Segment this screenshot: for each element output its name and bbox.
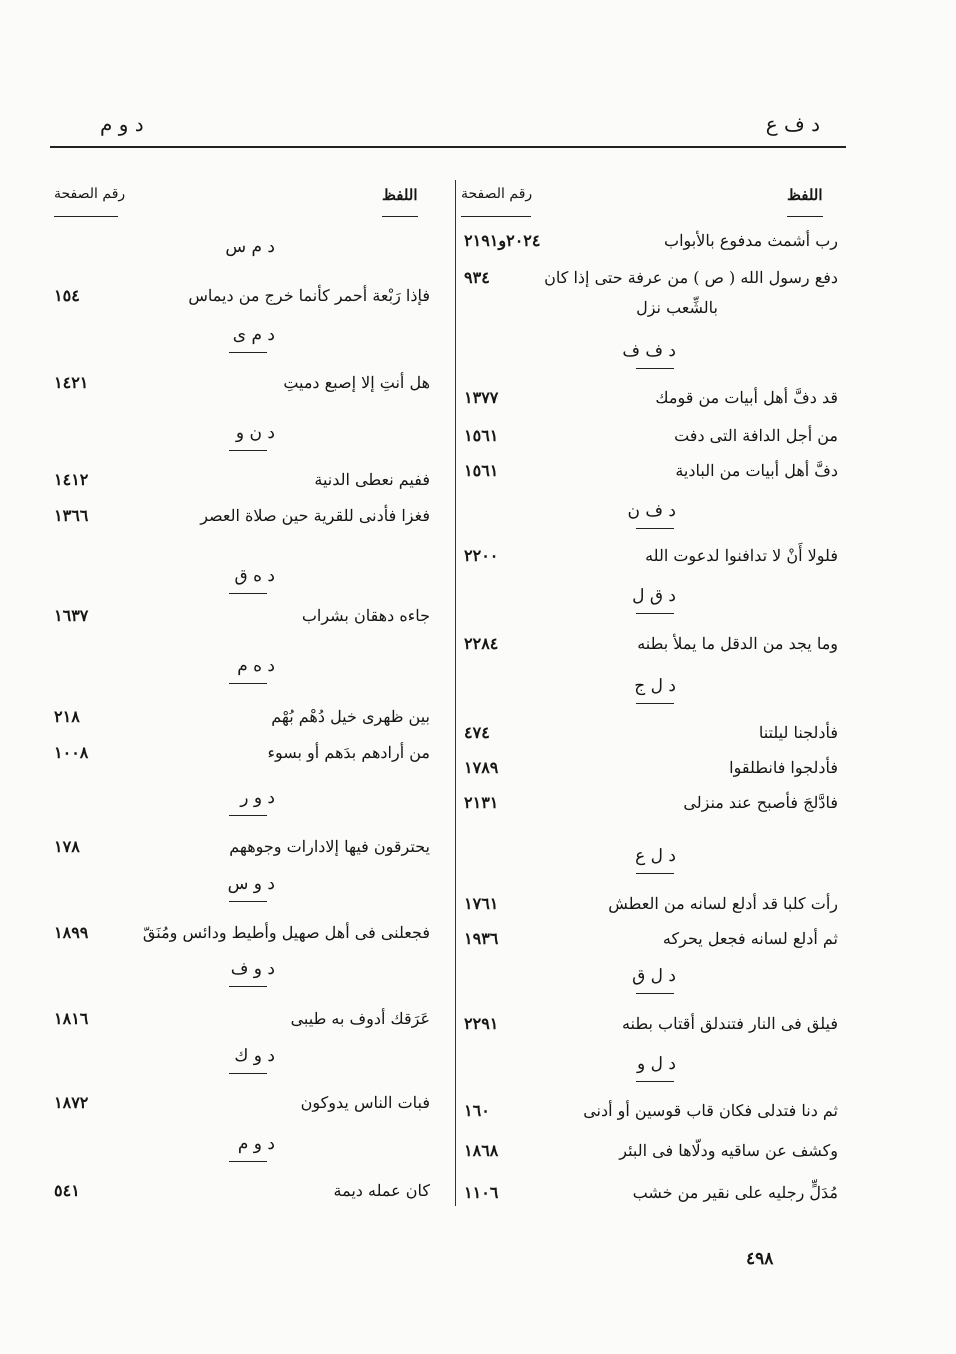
entry-page: ١٧٦١ [464,894,499,913]
left-page-heading-underline [54,216,118,217]
list-item [456,1182,956,1212]
list-item [456,928,956,958]
root-underline [229,450,267,451]
entry-word: ففيم نعطى الدنية [314,470,430,489]
list-item [456,460,956,490]
root-letters: د م ى [232,325,275,345]
entry-word: وكشف عن ساقيه ودلّاها فى البئر [619,1141,838,1160]
entry-page: ١٤١٢ [54,470,89,489]
root-underline [229,815,267,816]
entry-word: رأت كلبا قد أدلع لسانه من العطش [608,894,838,913]
root-underline [229,683,267,684]
entry-page: ٩٣٤ [464,268,490,287]
list-item [0,742,455,772]
right-page-heading: رقم الصفحة [461,186,533,202]
root-underline [636,528,674,529]
root-heading [0,787,455,817]
root-underline [229,352,267,353]
root-heading [0,1133,455,1163]
root-letters: د ل و [637,1054,676,1074]
entry-word: رب أشمث مدفوع بالأبواب [664,231,838,250]
root-heading [0,565,455,595]
root-letters: د و ك [234,1046,275,1066]
list-item [456,230,956,260]
entry-page: ١٧٨ [54,837,80,856]
list-item [0,605,455,635]
entry-page: ٢١٣١ [464,793,499,812]
entry-word: فأدلجنا ليلتنا [758,723,838,742]
root-underline [636,993,674,994]
list-item [0,285,455,315]
entry-page: ١٨٦٨ [464,1141,499,1160]
list-item [0,1008,455,1038]
root-letters: د ه ق [234,566,275,586]
list-item [0,922,455,952]
entry-page: ٢٢٩١ [464,1014,499,1033]
left-word-heading: اللفظ [382,186,418,204]
root-letters: د و ف [230,959,275,979]
root-letters: د و م [237,1134,275,1154]
entry-word: جاءه دهقان بشراب [301,606,430,625]
root-letters: د ل ق [632,966,676,986]
root-letters: د ل ع [635,846,676,866]
page-number: ٤٩٨ [746,1249,774,1269]
entry-word: وما يجد من الدقل ما يملأ بطنه [637,634,838,653]
list-item [0,1180,455,1210]
root-heading [0,236,455,266]
root-letters: د ل ج [634,676,676,696]
entry-word: قد دفَّ أهل أبيات من قومك [655,388,838,407]
root-letters: د ف ن [627,501,676,521]
root-letters: د و ر [240,788,275,808]
root-letters: د ق ل [632,586,676,606]
left-page-heading: رقم الصفحة [54,186,126,202]
list-item [0,505,455,535]
list-item [456,1013,956,1043]
root-underline [229,1161,267,1162]
list-item [456,792,956,822]
root-heading [0,1045,455,1075]
root-underline [636,703,674,704]
list-item [456,545,956,575]
list-item [0,372,455,402]
list-item [456,757,956,787]
entry-page: ١٩٣٦ [464,929,499,948]
root-heading [456,500,956,530]
entry-page: ٢٠٢٤و٢١٩١ [464,231,541,250]
entry-page: ١٣٦٦ [54,506,89,525]
entry-word: فادَّلجَ فأصبح عند منزلى [683,793,838,812]
root-heading [0,422,455,452]
root-underline [636,873,674,874]
entry-word: ثم أدلع لسانه فجعل يحركه [662,929,838,948]
root-letters: د م س [225,237,275,257]
entry-word: فبات الناس يدوكون [300,1093,430,1112]
entry-page: ١٣٧٧ [464,388,499,407]
entry-page: ١٧٨٩ [464,758,499,777]
entry-word-continued: بالشِّعب نزل [636,298,718,317]
entry-page: ٢٢٨٤ [464,634,499,653]
list-item [456,722,956,752]
right-word-heading: اللفظ [787,186,823,204]
entry-word: من أرادهم بدَهم أو بسوء [267,743,430,762]
entry-page: ٢٢٠٠ [464,546,499,565]
entry-page: ١١٠٦ [464,1183,499,1202]
list-item [456,267,956,327]
list-item [0,836,455,866]
root-heading [0,873,455,903]
root-letters: د و س [227,874,275,894]
root-underline [229,986,267,987]
running-head-left: د و م [100,112,144,136]
entry-word: فلولا أَنْ لا تدافنوا لدعوت الله [645,546,838,565]
entry-page: ١٨٧٢ [54,1093,89,1112]
list-item [456,893,956,923]
list-item [0,469,455,499]
root-heading [456,1053,956,1083]
entry-page: ١٥٤ [54,286,80,305]
root-heading [456,585,956,615]
root-heading [456,675,956,705]
entry-page: ٢١٨ [54,707,80,726]
entry-page: ١٦٠ [464,1101,490,1120]
root-heading [456,845,956,875]
list-item [456,1100,956,1130]
root-letters: د ه م [237,656,275,676]
entry-word: من أجل الدافة التى دفت [674,426,838,445]
root-underline [229,1073,267,1074]
left-word-heading-underline [382,216,418,217]
entry-page: ١٥٦١ [464,426,499,445]
entry-page: ١٦٣٧ [54,606,89,625]
entry-word: مُدَلٍّ رجليه على نقير من خشب [632,1183,838,1202]
root-underline [636,1081,674,1082]
list-item [456,425,956,455]
entry-word: فجعلنى فى أهل صهيل وأطيط ودائس ومُنَقّ [142,923,430,942]
root-letters: د ف ف [622,341,676,361]
root-underline [229,593,267,594]
root-underline [636,613,674,614]
entry-word: دفَّ أهل أبيات من البادية [675,461,838,480]
entry-page: ١٨٩٩ [54,923,89,942]
entry-word: هل أنتِ إلا إصبع دميتِ [283,373,430,392]
entry-word: يحترقون فيها إلادارات وجوههم [229,837,430,856]
running-head-right: د ف ع [765,112,820,136]
entry-page: ١٨١٦ [54,1009,89,1028]
right-word-heading-underline [787,216,823,217]
root-heading [456,340,956,370]
entry-word: فيلق فى النار فتندلق أقتاب بطنه [621,1014,838,1033]
right-page-heading-underline [461,216,531,217]
list-item [0,1092,455,1122]
entry-page: ١٤٢١ [54,373,89,392]
entry-word: كان عمله ديمة [333,1181,430,1200]
root-underline [229,901,267,902]
entry-word: عَرَقك أدوف به طيبى [290,1009,430,1028]
root-letters: د ن و [235,423,275,443]
root-underline [636,368,674,369]
entry-page: ١٥٦١ [464,461,499,480]
entry-word: ثم دنا فتدلى فكان قاب قوسين أو أدنى [583,1101,838,1120]
entry-word: فأدلجوا فانطلقوا [729,758,838,777]
root-heading [0,655,455,685]
list-item [456,387,956,417]
entry-word: فإذا رَبْعة أحمر كأنما خرج من ديماس [188,286,430,305]
entry-word: دفع رسول الله ( ص ) من عرفة حتى إذا كان [544,268,838,287]
entry-page: ١٠٠٨ [54,743,89,762]
list-item [456,1140,956,1170]
root-heading [456,965,956,995]
header-rule [50,146,846,148]
entry-word: فغزا فأدنى للقرية حين صلاة العصر [200,506,430,525]
entry-page: ٤٧٤ [464,723,490,742]
entry-word: بين ظهرى خيل دُهْم بُهْم [271,707,430,726]
entry-page: ٥٤١ [54,1181,80,1200]
root-heading [0,324,455,354]
root-heading [0,958,455,988]
list-item [0,706,455,736]
list-item [456,633,956,663]
